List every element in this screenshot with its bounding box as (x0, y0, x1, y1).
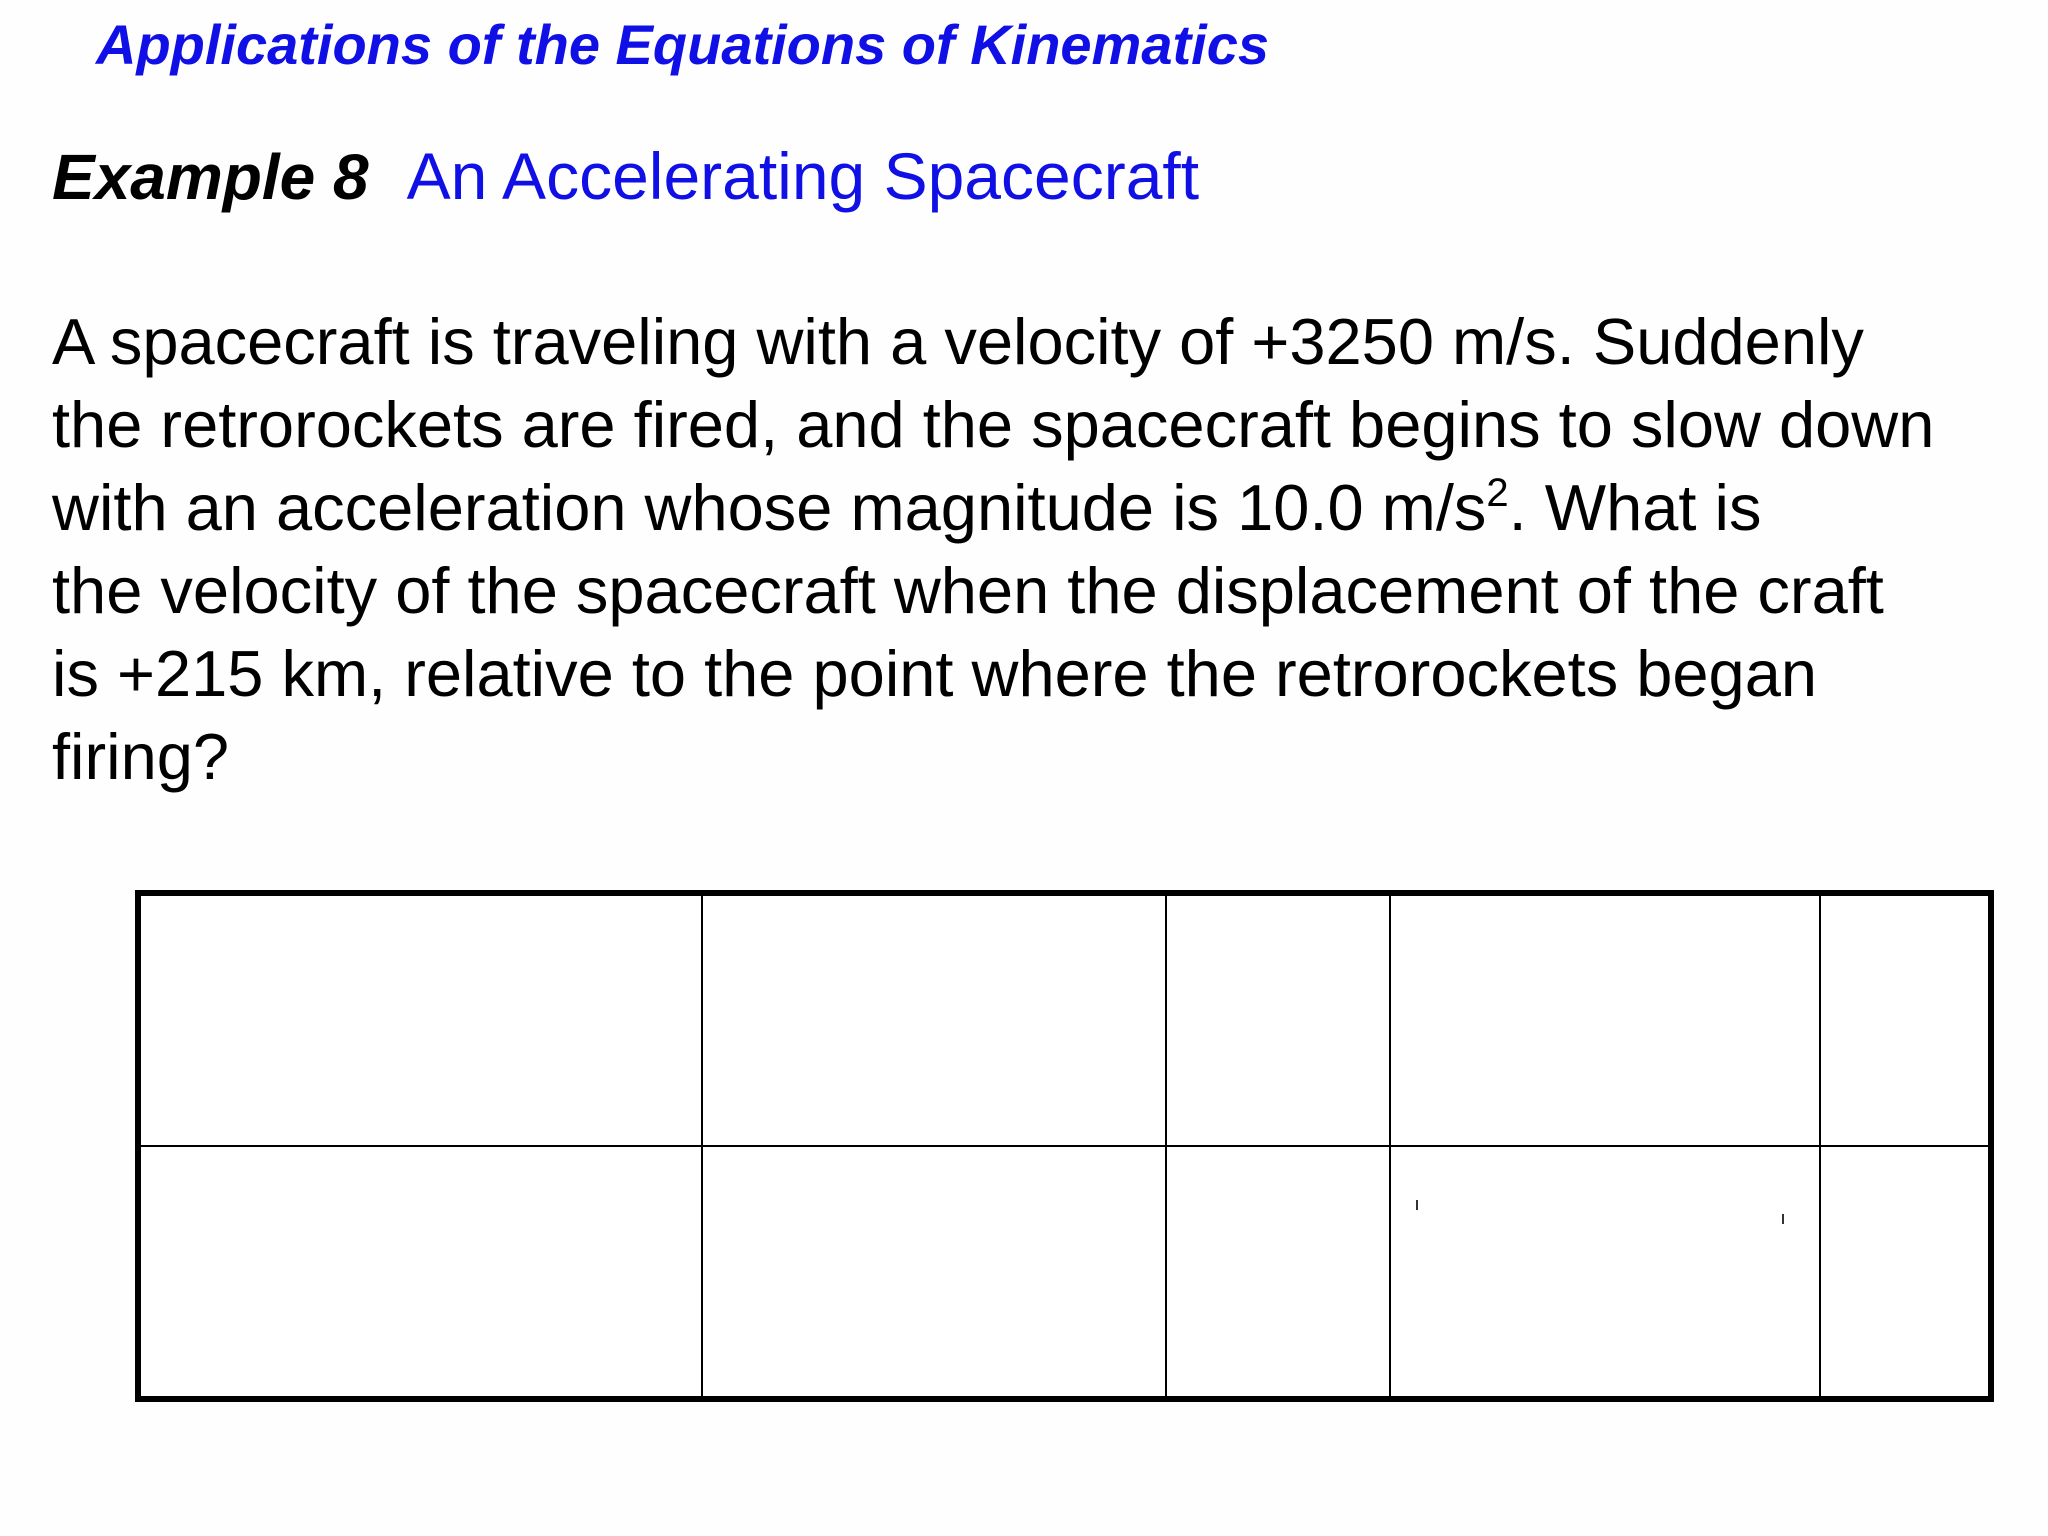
table-row (138, 1146, 1991, 1399)
kinematics-variables-table (135, 890, 1994, 1402)
problem-line-3-text: with an acceleration whose magnitude is 10.0 m/s (52, 471, 1487, 544)
table-cell (702, 1146, 1166, 1399)
table-cell (1166, 1146, 1390, 1399)
problem-line-5: is +215 km, relative to the point where the retrorockets began (52, 637, 1817, 710)
example-heading (52, 136, 1199, 235)
table-cell (138, 893, 702, 1146)
stray-mark (1416, 1200, 1418, 1210)
example-name: An Accelerating Spacecraft (406, 139, 1200, 213)
table-cell (1390, 893, 1820, 1146)
problem-line-2: the retrorockets are fired, and the spacecraft begins to slow down (52, 388, 1935, 461)
problem-line-3-tail: . What is (1508, 471, 1762, 544)
stray-mark (1782, 1214, 1784, 1224)
table-cell (138, 1146, 702, 1399)
problem-line-1: A spacecraft is traveling with a velocity of +3250 m/s. Suddenly (52, 305, 1864, 378)
example-label: Example 8 (52, 141, 369, 213)
problem-line-4: the velocity of the spacecraft when the displacement of the craft (52, 554, 1884, 627)
table-cell (702, 893, 1166, 1146)
slide-title: Applications of the Equations of Kinematics (96, 13, 1269, 76)
table-row (138, 893, 1991, 1146)
table-cell (1820, 1146, 1991, 1399)
problem-statement (52, 300, 2042, 798)
problem-line-3 (52, 466, 2042, 549)
problem-line-6: firing? (52, 720, 230, 793)
table-cell (1390, 1146, 1820, 1399)
squared-superscript: 2 (1486, 471, 1509, 515)
table-cell (1166, 893, 1390, 1146)
table-cell (1820, 893, 1991, 1146)
